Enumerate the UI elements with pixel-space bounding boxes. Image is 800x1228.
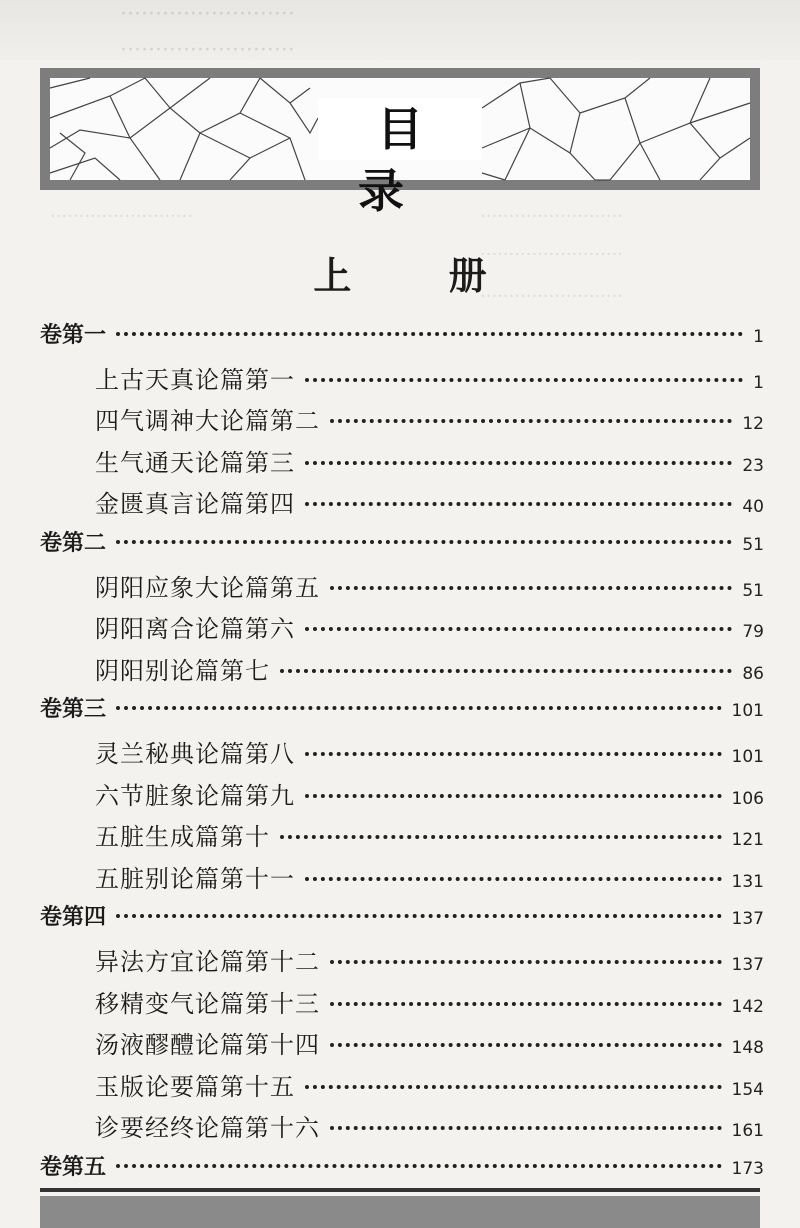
toc-page-number: 23 (742, 456, 764, 476)
dot-leader (330, 1002, 722, 1006)
toc-entry-title: 卷第三 (40, 696, 107, 722)
dot-leader (305, 794, 722, 798)
toc-entry-title: 卷第五 (40, 1154, 107, 1180)
toc-page-number: 51 (742, 581, 764, 601)
toc-chapter-row[interactable] (40, 900, 764, 931)
toc-section-row[interactable] (95, 942, 764, 977)
toc-page-number: 154 (731, 1080, 764, 1100)
dot-leader (305, 627, 732, 631)
toc-page-number: 79 (742, 622, 764, 642)
toc-entry-title: 移精变气论篇第十三 (95, 990, 320, 1018)
toc-page-number: 1 (753, 373, 764, 393)
toc-entry-title: 阴阳离合论篇第六 (95, 615, 295, 643)
dot-leader (280, 835, 722, 839)
volume-title: 上 册 (313, 253, 529, 298)
toc-entry-title: 汤液醪醴论篇第十四 (95, 1031, 320, 1059)
toc-page-number: 1 (753, 327, 764, 347)
toc-page-number: 40 (742, 497, 764, 517)
toc-title: 目 录 (358, 102, 461, 218)
toc-entry-title: 生气通天论篇第三 (95, 449, 295, 477)
toc-chapter-row[interactable] (40, 692, 764, 723)
toc-entry-title: 玉版论要篇第十五 (95, 1073, 295, 1101)
toc-section-row[interactable] (95, 1025, 764, 1060)
dot-leader (116, 1164, 722, 1168)
toc-entry-title: 卷第四 (40, 904, 107, 930)
toc-chapter-row[interactable] (40, 318, 764, 349)
toc-page-number: 173 (731, 1159, 764, 1179)
toc-chapter-row[interactable] (40, 526, 764, 557)
toc-page-number: 12 (742, 414, 764, 434)
dot-leader (305, 877, 722, 881)
toc-page-number: 51 (742, 535, 764, 555)
toc-banner (40, 68, 760, 218)
toc-section-row[interactable] (95, 1067, 764, 1102)
dot-leader (116, 706, 722, 710)
toc-page-number: 106 (731, 789, 764, 809)
dot-leader (305, 461, 732, 465)
toc-page-number: 131 (731, 872, 764, 892)
toc-section-row[interactable] (95, 401, 764, 436)
toc-entry-title: 五脏生成篇第十 (95, 823, 270, 851)
toc-entry-title: 阴阳别论篇第七 (95, 657, 270, 685)
footer-band (40, 1196, 760, 1228)
toc-page-number: 121 (731, 830, 764, 850)
toc-entry-title: 四气调神大论篇第二 (95, 407, 320, 435)
toc-entry-title: 金匮真言论篇第四 (95, 490, 295, 518)
toc-chapter-row[interactable] (40, 1150, 764, 1181)
banner-pattern (50, 78, 750, 218)
dot-leader (330, 419, 732, 423)
toc-section-row[interactable] (95, 984, 764, 1019)
dot-leader (305, 1085, 722, 1089)
dot-leader (305, 378, 743, 382)
toc-entry-title: 上古天真论篇第一 (95, 366, 295, 394)
toc-section-row[interactable] (95, 568, 764, 603)
toc-section-row[interactable] (95, 609, 764, 644)
toc-section-row[interactable] (95, 817, 764, 852)
dot-leader (330, 1043, 722, 1047)
toc-page-number: 137 (731, 955, 764, 975)
dot-leader (305, 752, 722, 756)
toc-entry-title: 卷第二 (40, 530, 107, 556)
dot-leader (305, 502, 732, 506)
toc-entry-title: 六节脏象论篇第九 (95, 782, 295, 810)
dot-leader (116, 914, 722, 918)
toc-page-number: 101 (731, 701, 764, 721)
toc-page-number: 161 (731, 1121, 764, 1141)
toc-entry-title: 阴阳应象大论篇第五 (95, 574, 320, 602)
toc-page-number: 148 (731, 1038, 764, 1058)
toc-section-row[interactable] (95, 1108, 764, 1143)
book-page: ························· ························· ························· ························· ························· ························· 目 录 上 册 卷第一 1 上古天真论篇第一 1 四气调神大论篇第二 12 生气通天论篇第三 23 金匮真言论篇第四 40 卷第二 51 阴阳应象大论篇第五 51 阴阳离合论篇第六 79 阴阳别论篇第七 86 卷第三 101 灵兰秘典论篇第八 101 六节脏象论篇第九 106 五脏生成篇第十 121 五脏别论篇第十一 131 卷第四 137 异法方宜论篇第十二 137 移精变气论篇第十三 142 汤液醪醴论篇第十四 148 玉版论要篇第十五 154 诊要经终论篇第十六 161 卷第五 173 (0, 0, 800, 1228)
toc-page-number: 86 (742, 664, 764, 684)
toc-section-row[interactable] (95, 859, 764, 894)
toc-section-row[interactable] (95, 776, 764, 811)
toc-entry-title: 五脏别论篇第十一 (95, 865, 295, 893)
dot-leader (280, 669, 732, 673)
toc-page-number: 142 (731, 997, 764, 1017)
toc-entry-title: 诊要经终论篇第十六 (95, 1114, 320, 1142)
footer-rule (40, 1188, 760, 1192)
toc-page-number: 137 (731, 909, 764, 929)
dot-leader (330, 960, 722, 964)
toc-section-row[interactable] (95, 484, 764, 519)
toc-entry-title: 异法方宜论篇第十二 (95, 948, 320, 976)
toc-section-row[interactable] (95, 651, 764, 686)
toc-entry-title: 灵兰秘典论篇第八 (95, 740, 295, 768)
dot-leader (116, 332, 743, 336)
dot-leader (330, 586, 732, 590)
toc-entry-title: 卷第一 (40, 322, 107, 348)
toc-section-row[interactable] (95, 443, 764, 478)
dot-leader (116, 540, 732, 544)
toc-page-number: 101 (731, 747, 764, 767)
dot-leader (330, 1126, 722, 1130)
toc-section-row[interactable] (95, 734, 764, 769)
toc-section-row[interactable] (95, 360, 764, 395)
